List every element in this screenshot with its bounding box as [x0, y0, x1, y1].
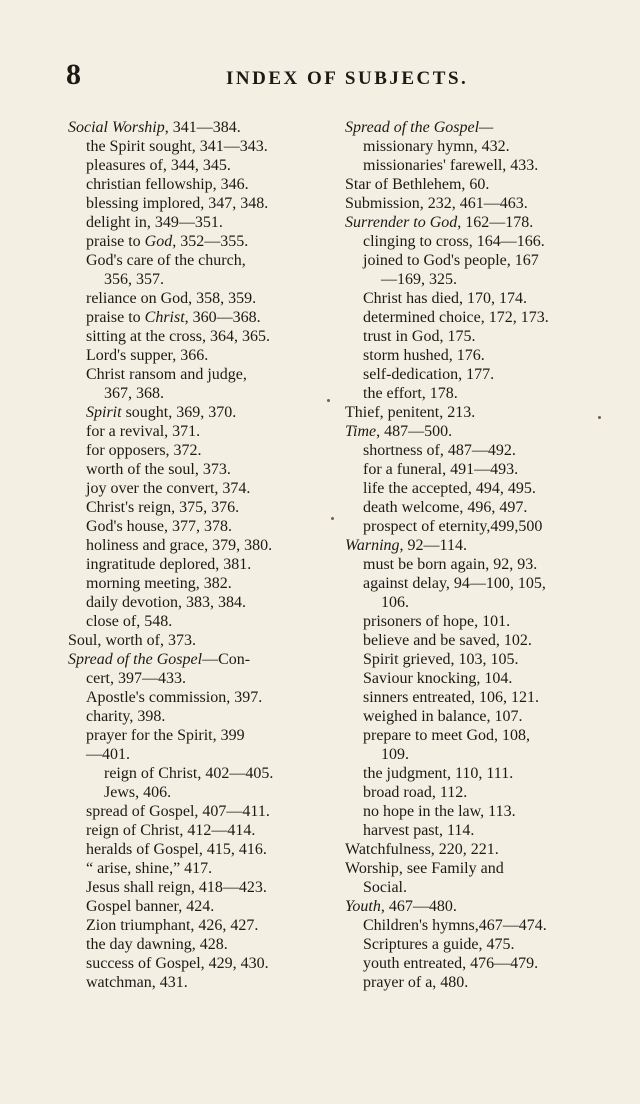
entry-text: reign of Christ, 402—405. — [104, 765, 274, 782]
index-entry — [68, 745, 332, 764]
entry-text: for a revival, 371. — [86, 423, 201, 440]
index-entry — [345, 175, 607, 194]
entry-text: must be born again, 92, 93. — [363, 556, 538, 573]
entry-text: Spirit grieved, 103, 105. — [363, 651, 519, 668]
index-entry — [68, 935, 332, 954]
index-entry — [345, 327, 607, 346]
entry-text: Lord's supper, 366. — [86, 347, 209, 364]
index-entry — [345, 213, 607, 232]
index-entry — [68, 194, 332, 213]
index-entry — [345, 802, 607, 821]
index-entry — [68, 327, 332, 346]
entry-text: watchman, 431. — [86, 974, 188, 991]
index-entry — [345, 897, 607, 916]
entry-text: Soul, worth of, 373. — [68, 632, 196, 649]
entry-heading-italic: Social Worship — [68, 119, 165, 136]
index-entry — [345, 593, 607, 612]
entry-text: Star of Bethlehem, 60. — [345, 176, 490, 193]
index-entry — [345, 973, 607, 992]
entry-text: morning meeting, 382. — [86, 575, 232, 592]
index-entry — [345, 137, 607, 156]
index-entry — [345, 878, 607, 897]
index-entry — [68, 973, 332, 992]
index-entry — [68, 631, 332, 650]
index-entry — [68, 517, 332, 536]
entry-text: believe and be saved, 102. — [363, 632, 532, 649]
entry-text: —Con- — [202, 651, 251, 668]
entry-text: , 360—368. — [184, 309, 261, 326]
entry-text: christian fellowship, 346. — [86, 176, 249, 193]
entry-text: clinging to cross, 164—166. — [363, 233, 545, 250]
entry-text: Saviour knocking, 104. — [363, 670, 513, 687]
index-entry — [68, 821, 332, 840]
index-entry — [345, 707, 607, 726]
index-entry — [68, 916, 332, 935]
entry-text: worth of the soul, 373. — [86, 461, 231, 478]
entry-text: ingratitude deplored, 381. — [86, 556, 252, 573]
entry-text: Jews, 406. — [104, 784, 172, 801]
ink-speck — [331, 517, 334, 520]
entry-text: Apostle's commission, 397. — [86, 689, 263, 706]
entry-text: prayer of a, 480. — [363, 974, 469, 991]
index-entry — [68, 726, 332, 745]
entry-text: Social. — [363, 879, 407, 896]
entry-text: , 467—480. — [380, 898, 457, 915]
entry-heading-italic: Warning — [345, 537, 400, 554]
entry-text: , 487—500. — [376, 423, 453, 440]
entry-text: no hope in the law, 113. — [363, 803, 516, 820]
index-entry — [68, 175, 332, 194]
index-entry — [68, 308, 332, 327]
index-entry — [345, 422, 607, 441]
index-entry — [345, 555, 607, 574]
entry-text: storm hushed, 176. — [363, 347, 485, 364]
index-entry — [68, 479, 332, 498]
entry-text: God's house, 377, 378. — [86, 518, 232, 535]
index-entry — [345, 631, 607, 650]
entry-text: —401. — [86, 746, 130, 763]
index-entry — [345, 916, 607, 935]
entry-text: life the accepted, 494, 495. — [363, 480, 536, 497]
entry-text: joined to God's people, 167 — [363, 252, 539, 269]
entry-text: holiness and grace, 379, 380. — [86, 537, 273, 554]
index-entry — [68, 878, 332, 897]
entry-text: harvest past, 114. — [363, 822, 475, 839]
index-entry — [68, 593, 332, 612]
entry-text: Children's hymns,467—474. — [363, 917, 547, 934]
entry-text: broad road, 112. — [363, 784, 468, 801]
entry-text: Christ has died, 170, 174. — [363, 290, 527, 307]
index-entry — [68, 289, 332, 308]
index-entry — [68, 840, 332, 859]
ink-speck — [598, 416, 601, 419]
index-entry — [68, 802, 332, 821]
entry-text: charity, 398. — [86, 708, 166, 725]
index-entry — [345, 935, 607, 954]
index-entry — [345, 251, 607, 270]
entry-heading-italic: Spread of the Gospel— — [345, 119, 494, 136]
entry-text: the judgment, 110, 111. — [363, 765, 514, 782]
index-entry — [68, 612, 332, 631]
entry-text: pleasures of, 344, 345. — [86, 157, 231, 174]
index-entry — [68, 555, 332, 574]
index-entry — [68, 707, 332, 726]
entry-text: , 92—114. — [399, 537, 467, 554]
index-column-right — [345, 118, 607, 992]
entry-text: “ arise, shine,” 417. — [86, 860, 213, 877]
index-entry — [345, 346, 607, 365]
index-entry — [345, 194, 607, 213]
entry-text: missionaries' farewell, 433. — [363, 157, 539, 174]
index-entry — [345, 384, 607, 403]
index-entry — [345, 479, 607, 498]
entry-text: Gospel banner, 424. — [86, 898, 215, 915]
entry-heading-italic: Surrender to God — [345, 214, 458, 231]
entry-text: Watchfulness, 220, 221. — [345, 841, 499, 858]
entry-text: missionary hymn, 432. — [363, 138, 510, 155]
index-entry — [68, 574, 332, 593]
entry-text: close of, 548. — [86, 613, 173, 630]
entry-text: cert, 397—433. — [86, 670, 186, 687]
entry-text: sinners entreated, 106, 121. — [363, 689, 539, 706]
entry-text: Zion triumphant, 426, 427. — [86, 917, 259, 934]
index-entry — [68, 688, 332, 707]
index-entry — [68, 365, 332, 384]
index-entry — [345, 840, 607, 859]
entry-text: , 352—355. — [172, 233, 249, 250]
entry-text: youth entreated, 476—479. — [363, 955, 539, 972]
entry-text: spread of Gospel, 407—411. — [86, 803, 270, 820]
page-number: 8 — [66, 58, 81, 91]
entry-text: the Spirit sought, 341—343. — [86, 138, 268, 155]
index-entry — [345, 536, 607, 555]
entry-text: Thief, penitent, 213. — [345, 404, 476, 421]
entry-text: for a funeral, 491—493. — [363, 461, 519, 478]
index-entry — [345, 745, 607, 764]
entry-text: the effort, 178. — [363, 385, 458, 402]
entry-heading-italic: Time — [345, 423, 377, 440]
entry-text: Jesus shall reign, 418—423. — [86, 879, 267, 896]
entry-heading-italic: God — [144, 233, 173, 250]
index-entry — [68, 118, 332, 137]
entry-text: heralds of Gospel, 415, 416. — [86, 841, 267, 858]
index-entry — [345, 783, 607, 802]
entry-text: , 341—384. — [164, 119, 241, 136]
entry-text: Worship, see Family and — [345, 860, 504, 877]
entry-text: prayer for the Spirit, 399 — [86, 727, 245, 744]
index-entry — [345, 821, 607, 840]
index-entry — [345, 498, 607, 517]
entry-text: against delay, 94—100, 105, — [363, 575, 546, 592]
entry-text: praise to — [86, 309, 145, 326]
entry-text: 109. — [381, 746, 409, 763]
index-entry — [345, 289, 607, 308]
entry-text: shortness of, 487—492. — [363, 442, 516, 459]
entry-text: prepare to meet God, 108, — [363, 727, 531, 744]
index-entry — [345, 650, 607, 669]
entry-text: weighed in balance, 107. — [363, 708, 523, 725]
entry-text: daily devotion, 383, 384. — [86, 594, 246, 611]
page-title: INDEX OF SUBJECTS. — [226, 68, 469, 89]
entry-text: success of Gospel, 429, 430. — [86, 955, 269, 972]
entry-text: sitting at the cross, 364, 365. — [86, 328, 270, 345]
index-entry — [68, 650, 332, 669]
index-entry — [345, 460, 607, 479]
entry-text: —169, 325. — [381, 271, 457, 288]
entry-heading-italic: Spread of the Gospel — [68, 651, 203, 668]
index-entry — [345, 688, 607, 707]
index-entry — [345, 574, 607, 593]
entry-text: reign of Christ, 412—414. — [86, 822, 256, 839]
entry-text: prospect of eternity,499,500 — [363, 518, 543, 535]
index-entry — [345, 517, 607, 536]
entry-text: delight in, 349—351. — [86, 214, 223, 231]
index-entry — [68, 669, 332, 688]
entry-text: 367, 368. — [104, 385, 164, 402]
index-entry — [68, 232, 332, 251]
entry-heading-italic: Christ — [144, 309, 185, 326]
index-entry — [68, 764, 332, 783]
entry-text: praise to — [86, 233, 145, 250]
index-entry — [345, 612, 607, 631]
entry-heading-italic: Youth — [345, 898, 381, 915]
index-entry — [68, 897, 332, 916]
ink-speck — [327, 399, 330, 402]
entry-text: prisoners of hope, 101. — [363, 613, 511, 630]
entry-text: God's care of the church, — [86, 252, 246, 269]
index-entry — [68, 536, 332, 555]
entry-text: the day dawning, 428. — [86, 936, 228, 953]
entry-text: 106. — [381, 594, 409, 611]
index-entry — [68, 441, 332, 460]
index-entry — [68, 384, 332, 403]
index-entry — [68, 213, 332, 232]
index-entry — [68, 498, 332, 517]
index-entry — [68, 137, 332, 156]
index-entry — [68, 156, 332, 175]
entry-text: Christ ransom and judge, — [86, 366, 247, 383]
index-entry — [345, 232, 607, 251]
index-entry — [68, 403, 332, 422]
index-entry — [345, 726, 607, 745]
index-entry — [68, 346, 332, 365]
index-entry — [345, 859, 607, 878]
entry-text: sought, 369, 370. — [121, 404, 237, 421]
index-entry — [345, 669, 607, 688]
index-entry — [68, 251, 332, 270]
index-entry — [68, 422, 332, 441]
index-entry — [345, 954, 607, 973]
entry-text: 356, 357. — [104, 271, 164, 288]
index-column-left — [68, 118, 332, 992]
index-entry — [345, 441, 607, 460]
index-entry — [345, 764, 607, 783]
entry-text: for opposers, 372. — [86, 442, 202, 459]
entry-text: self-dedication, 177. — [363, 366, 495, 383]
index-entry — [68, 783, 332, 802]
index-entry — [345, 270, 607, 289]
index-entry — [345, 156, 607, 175]
entry-text: , 162—178. — [457, 214, 534, 231]
entry-text: reliance on God, 358, 359. — [86, 290, 257, 307]
index-entry — [345, 308, 607, 327]
entry-text: death welcome, 496, 497. — [363, 499, 528, 516]
entry-text: joy over the convert, 374. — [86, 480, 251, 497]
index-entry — [68, 270, 332, 289]
index-entry — [68, 859, 332, 878]
index-entry — [68, 954, 332, 973]
entry-text: Submission, 232, 461—463. — [345, 195, 528, 212]
entry-text: trust in God, 175. — [363, 328, 476, 345]
entry-text: Scriptures a guide, 475. — [363, 936, 515, 953]
entry-text: determined choice, 172, 173. — [363, 309, 549, 326]
index-entry — [345, 118, 607, 137]
index-entry — [345, 403, 607, 422]
entry-text: Christ's reign, 375, 376. — [86, 499, 240, 516]
entry-text: blessing implored, 347, 348. — [86, 195, 269, 212]
index-entry — [345, 365, 607, 384]
entry-heading-italic: Spirit — [86, 404, 122, 421]
index-entry — [68, 460, 332, 479]
